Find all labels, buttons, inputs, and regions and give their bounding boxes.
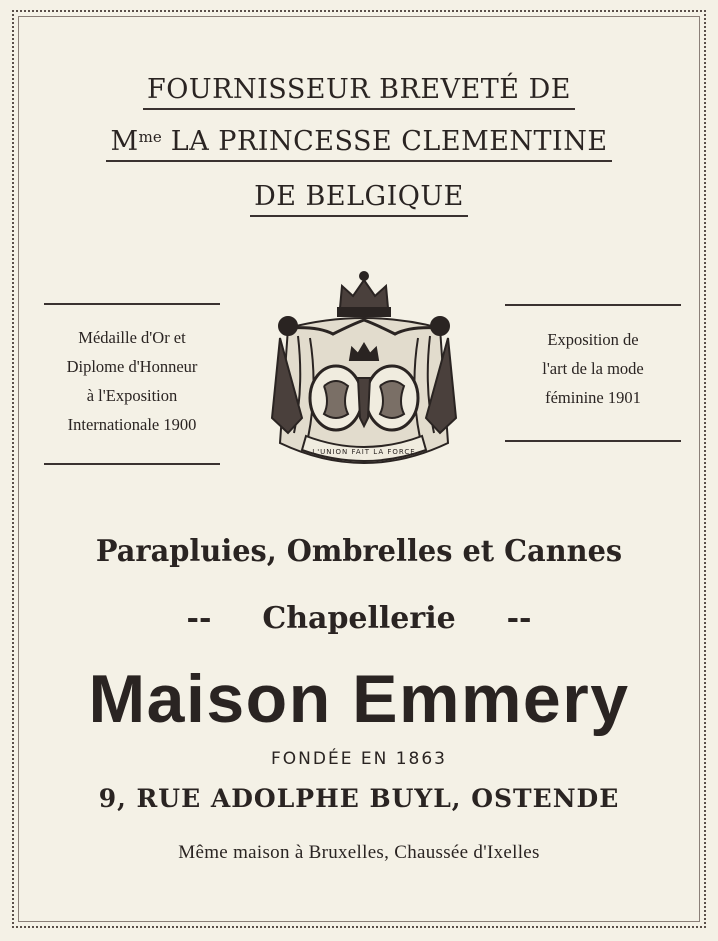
right-panel-text	[493, 325, 693, 412]
left-panel-line: Internationale 1900	[67, 415, 197, 434]
crest-motto: L'UNION FAIT LA FORCE	[312, 448, 416, 456]
right-panel-bottom-rule	[505, 440, 681, 442]
header-line-2	[0, 126, 718, 162]
left-panel-line: Médaille d'Or et	[78, 328, 186, 347]
left-panel-line: Diplome d'Honneur	[66, 357, 198, 376]
left-panel-text	[30, 323, 234, 439]
founded-line: FONDÉE EN 1863	[271, 749, 447, 769]
right-panel-line: féminine 1901	[545, 388, 641, 407]
address-line: 9, RUE ADOLPHE BUYL, OSTENDE	[98, 784, 620, 813]
header-line-1	[0, 74, 718, 110]
left-panel-top-rule	[44, 303, 220, 305]
left-panel-line: à l'Exposition	[86, 386, 178, 405]
header-line-1-text: FOURNISSEUR BREVETÉ DE	[143, 74, 575, 110]
header-line-2-rest: LA PRINCESSE CLEMENTINE	[170, 126, 608, 157]
company-name: Maison Emmery	[88, 661, 630, 737]
header-line-2-prefix: M	[110, 126, 139, 157]
header-line-2-text	[106, 126, 611, 162]
header-line-2-superscript: me	[138, 128, 162, 146]
right-panel-line: Exposition de	[547, 330, 639, 349]
header-line-3-text: DE BELGIQUE	[250, 181, 468, 217]
products-line: Parapluies, Ombrelles et Cannes	[95, 534, 623, 569]
right-panel-line: l'art de la mode	[542, 359, 644, 378]
header-line-3	[0, 181, 718, 217]
chapellerie-text: Chapellerie	[262, 601, 456, 636]
chapellerie-line	[0, 601, 718, 636]
right-panel-top-rule	[505, 304, 681, 306]
royal-coat-of-arms-icon	[258, 268, 470, 480]
left-panel-bottom-rule	[44, 463, 220, 465]
branch-line: Même maison à Bruxelles, Chaussée d'Ixelles	[178, 842, 540, 863]
right-dash: --	[506, 601, 532, 636]
left-dash: --	[186, 601, 212, 636]
